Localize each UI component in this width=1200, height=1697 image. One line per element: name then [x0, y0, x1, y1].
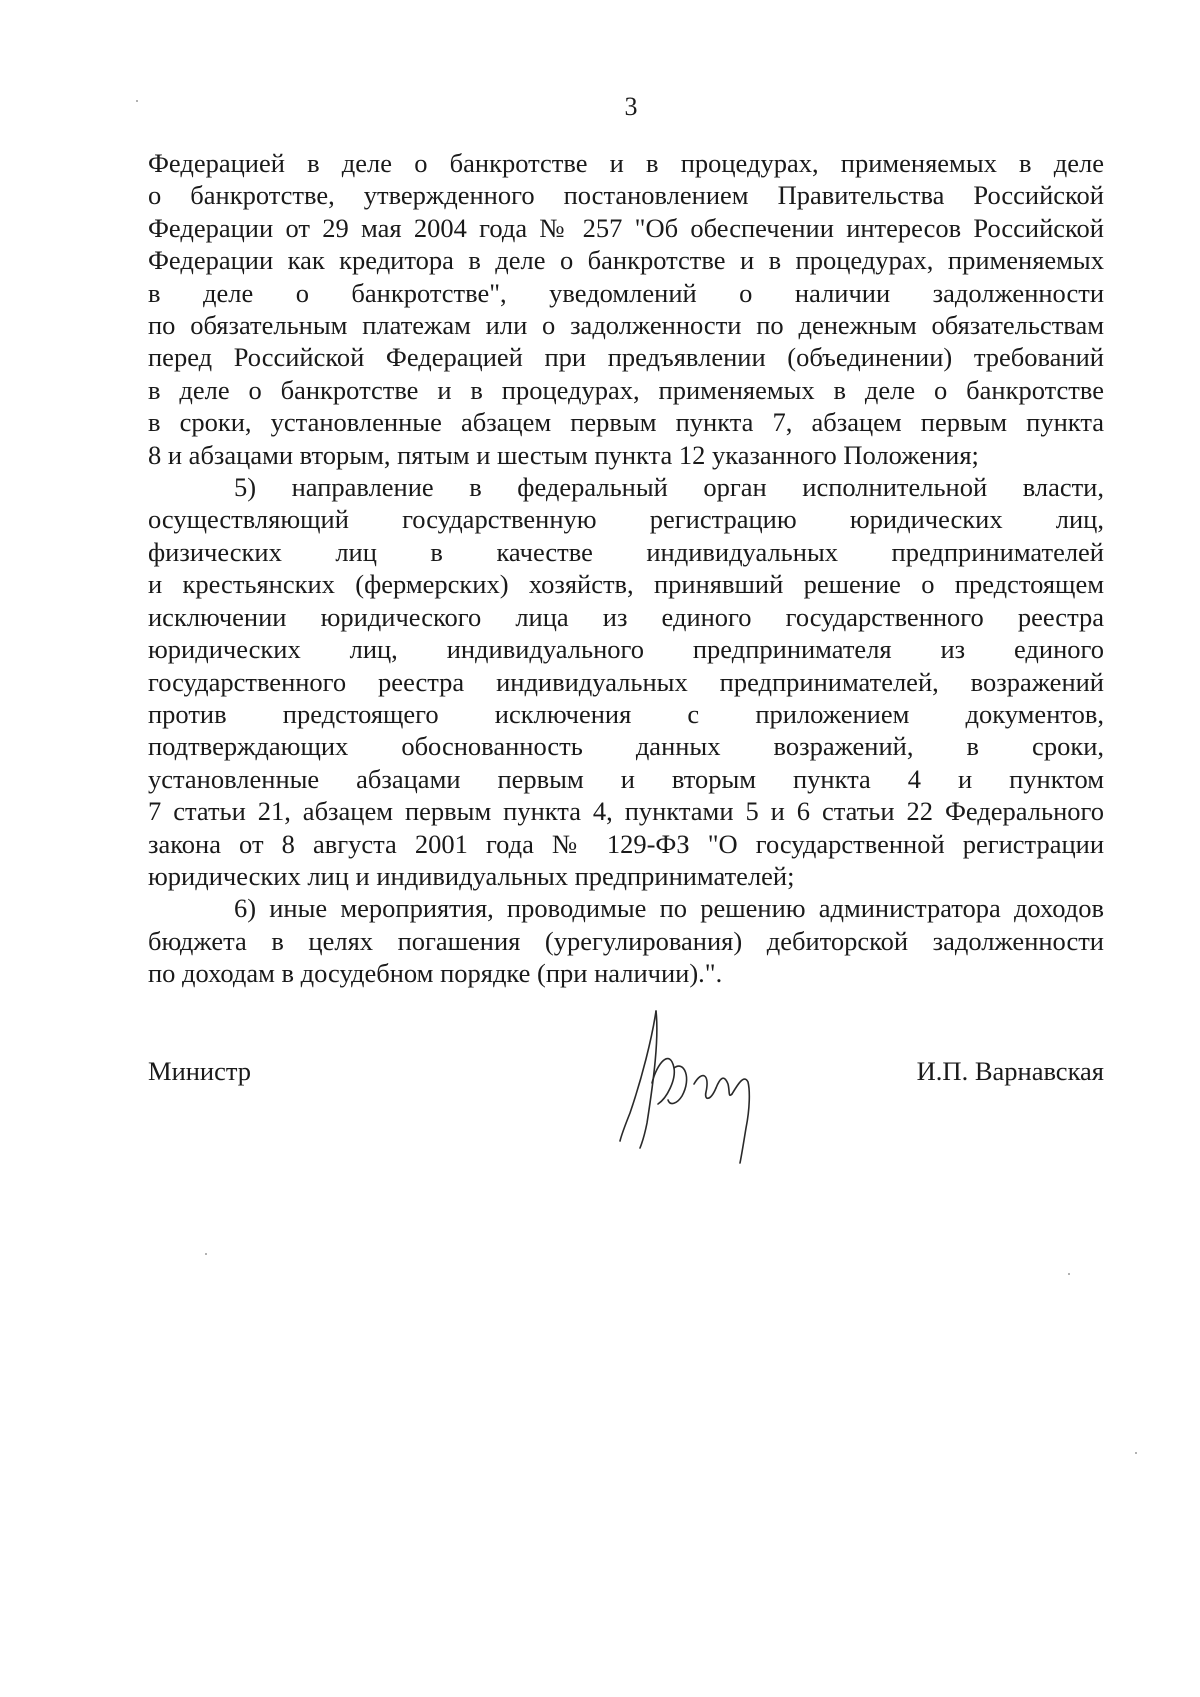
- text-line: бюджета в целях погашения (урегулирования) дебиторской задолженности: [148, 925, 1104, 956]
- signer-position: Министр: [148, 1056, 252, 1086]
- text-line: в сроки, установленные абзацем первым пункта 7, абзацем первым пункта: [148, 407, 1104, 438]
- text-line: 5) направление в федеральный орган исполнительной власти,: [234, 472, 1104, 503]
- page-number: 3: [624, 92, 638, 121]
- text-line: 7 статьи 21, абзацем первым пункта 4, пунктами 5 и 6 статьи 22 Федерального: [148, 796, 1104, 827]
- text-line: и крестьянских (фермерских) хозяйств, принявший решение о предстоящем: [148, 569, 1104, 600]
- paragraph-item-6: [148, 892, 1104, 989]
- text-line: физических лиц в качестве индивидуальных предпринимателей: [148, 536, 1104, 567]
- text-line: 8 и абзацами вторым, пятым и шестым пункта 12 указанного Положения;: [148, 439, 979, 470]
- text-line: в деле о банкротстве", уведомлений о наличии задолженности: [148, 277, 1104, 308]
- text-line: Федерацией в деле о банкротстве и в процедурах, применяемых в деле: [148, 148, 1104, 178]
- paragraph-continuation: [148, 147, 1104, 471]
- text-line: установленные абзацами первым и вторым пункта 4 и пунктом: [148, 763, 1104, 794]
- text-line: Федерации как кредитора в деле о банкротстве и в процедурах, применяемых: [148, 245, 1104, 276]
- text-line: против предстоящего исключения с приложением документов,: [148, 698, 1104, 729]
- scan-speck: [205, 1253, 207, 1255]
- text-line: по доходам в досудебном порядке (при наличии).".: [148, 958, 723, 989]
- text-line: по обязательным платежам или о задолженности по денежным обязательствам: [148, 310, 1104, 341]
- document-body: [148, 147, 1104, 990]
- text-line: юридических лиц, индивидуального предпринимателя из единого: [148, 634, 1104, 665]
- text-line: перед Российской Федерацией при предъявлении (объединении) требований: [148, 342, 1104, 373]
- text-line: осуществляющий государственную регистрацию юридических лиц,: [148, 504, 1104, 535]
- scan-speck: [1135, 1452, 1137, 1454]
- signer-name: И.П. Варнавская: [916, 1056, 1104, 1086]
- text-line: исключении юридического лица из единого государственного реестра: [148, 601, 1104, 632]
- text-line: в деле о банкротстве и в процедурах, применяемых в деле о банкротстве: [148, 374, 1104, 405]
- text-line: Федерации от 29 мая 2004 года № 257 "Об обеспечении интересов Российской: [148, 212, 1104, 243]
- paragraph-item-5: [148, 471, 1104, 892]
- text-line: о банкротстве, утвержденного постановлением Правительства Российской: [148, 180, 1104, 211]
- text-line: государственного реестра индивидуальных предпринимателей, возражений: [148, 666, 1104, 697]
- text-line: подтверждающих обоснованность данных возражений, в сроки,: [148, 731, 1104, 762]
- text-line: юридических лиц и индивидуальных предпринимателей;: [148, 860, 795, 891]
- handwritten-signature: [612, 1008, 782, 1168]
- scan-speck: [136, 100, 138, 102]
- scan-speck: [1068, 1273, 1070, 1275]
- text-line: закона от 8 августа 2001 года № 129-ФЗ "О государственной регистрации: [148, 828, 1104, 859]
- text-line: 6) иные мероприятия, проводимые по решению администратора доходов: [234, 893, 1104, 924]
